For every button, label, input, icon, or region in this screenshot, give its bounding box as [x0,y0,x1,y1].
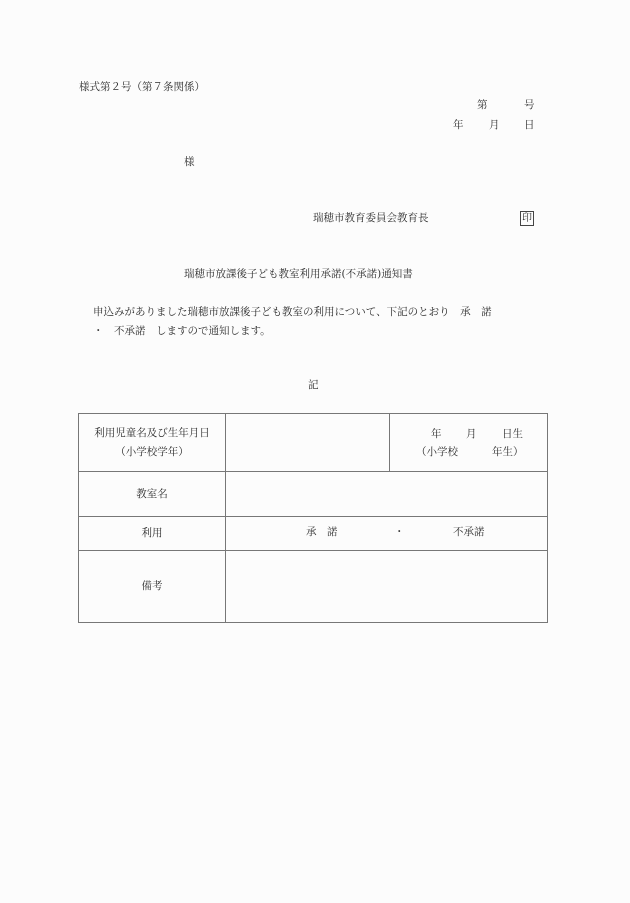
body-text-line-2: ・ 不承諾 しますので通知します。 [93,325,271,337]
notes-field[interactable] [226,551,548,623]
table-row-usage [79,517,548,551]
birth-year-label: 年 [431,428,442,440]
usage-label: 利用 [79,517,226,551]
birth-day-label: 日生 [502,428,523,440]
classroom-label: 教室名 [79,472,226,517]
approve-option[interactable]: 承 諾 [306,526,338,538]
birth-month-label: 月 [466,428,477,440]
record-table [78,413,548,623]
school-grade-line [390,447,547,459]
table-row-notes [79,551,548,623]
child-name-field[interactable] [226,414,390,472]
document-date [453,120,535,132]
number-label-dai: 第 [477,99,488,111]
child-name-label-cell [79,414,226,472]
child-name-label: 利用児童名及び生年月日 [94,426,210,439]
table-row-classroom [79,472,548,517]
form-number: 様式第２号（第７条関係） [79,81,205,93]
grade-label: 年生） [492,446,524,458]
body-text-line-1: 申込みがありました瑞穂市放課後子ども教室の利用について、下記のとおり 承 諾 [93,306,492,318]
birthdate-field[interactable] [390,414,548,472]
birthdate-line [390,429,547,441]
sender-title: 瑞穂市教育委員会教育長 [313,212,429,224]
classroom-field[interactable] [226,472,548,517]
option-separator: ・ [394,526,405,538]
reject-option[interactable]: 不承諾 [453,526,485,538]
notes-label: 備考 [79,551,226,623]
recipient-suffix: 様 [184,156,195,168]
seal-stamp-box: 印 [522,213,532,224]
document-title: 瑞穂市放課後子ども教室利用承諾(不承諾)通知書 [184,268,413,280]
date-year-label: 年 [453,119,464,131]
school-grade-label: （小学校学年） [115,446,189,458]
date-day-label: 日 [524,119,535,131]
date-month-label: 月 [489,119,500,131]
ki-heading: 記 [308,379,319,391]
number-label-go: 号 [524,99,535,111]
table-row-child-name [79,414,548,472]
usage-decision-cell [226,517,548,551]
school-label: （小学校 [416,446,458,458]
